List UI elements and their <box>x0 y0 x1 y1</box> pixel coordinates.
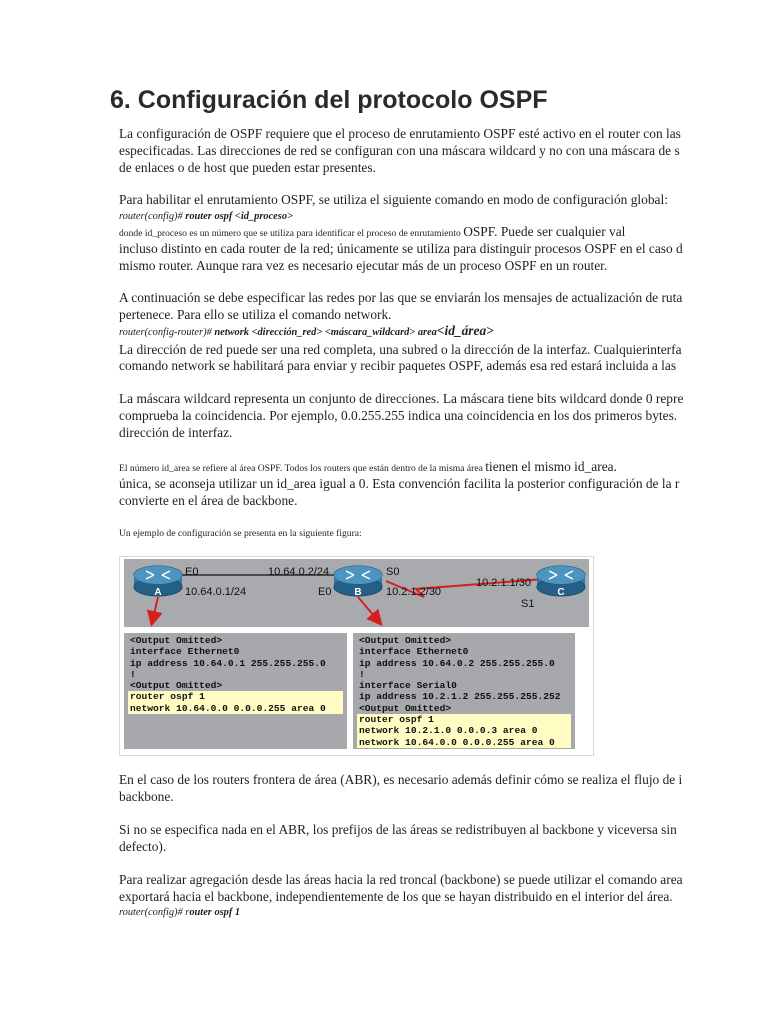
config-line: ip address 10.2.1.2 255.255.255.252 <box>359 691 561 703</box>
paragraph-aggregation-line: exportará hacia el backbone, independientemente de los que se hayan distribuido en el interior del área. <box>119 889 673 904</box>
paragraph-network-address-line: comando network se habilitará para enviar y recibir paquetes OSPF, además esa red estará incluida a las <box>119 358 677 373</box>
command-text: network <dirección_red> <máscara_wildcard> area <box>214 327 437 338</box>
label-e0-b: E0 <box>318 586 332 598</box>
command-prompt: router(config-router)# <box>119 327 215 338</box>
paragraph-enable-ospf: Para habilitar el enrutamiento OSPF, se utiliza el siguiente comando en modo de configuración global: <box>119 192 668 207</box>
config-line-highlighted: network 10.2.1.0 0.0.0.3 area 0 <box>357 725 571 736</box>
paragraph-wildcard-line: La máscara wildcard representa un conjunto de direcciones. La máscara tiene bits wildcard donde 0 repre <box>119 391 684 406</box>
paragraph-networks-line: pertenece. Para ello se utiliza el comando network. <box>119 307 392 322</box>
config-line-highlighted: network 10.64.0.0 0.0.0.255 area 0 <box>128 703 343 714</box>
router-label-c: C <box>557 587 565 598</box>
config-line: <Output Omitted> <box>359 702 452 714</box>
command-area-param: <id_área> <box>436 323 494 338</box>
command-prompt: router(config)# r <box>119 907 190 918</box>
router-label-a: A <box>154 587 162 598</box>
paragraph-area-id <box>119 459 617 477</box>
config-line: ! <box>130 668 136 680</box>
paragraph-area-id-line: única, se aconseja utilizar un id_area igual a 0. Esta convención facilita la posterior configuración de la r <box>119 476 680 491</box>
arrow-b-icon <box>358 597 380 623</box>
paragraph-wildcard-line: dirección de interfaz. <box>119 425 233 440</box>
command-router-ospf <box>119 209 293 225</box>
paragraph-intro-line: especificadas. Las direcciones de red se configuran con una máscara wildcard y no con una máscara de s <box>119 143 680 158</box>
paragraph-networks-line: A continuación se debe especificar las redes por las que se enviarán los mensajes de actualización de ruta <box>119 290 683 305</box>
paragraph-network-address-line: La dirección de red puede ser una red completa, una subred o la dirección de la interfaz. Cualquierinterfa <box>119 342 682 357</box>
paragraph-wildcard-line: comprueba la coincidencia. Por ejemplo, 0.0.255.255 indica una coincidencia en los dos primeros bytes. <box>119 408 678 423</box>
small-text: El número id_area se refiere al área OSPF. Todos los routers que están dentro de la misma área <box>119 463 486 474</box>
small-text: donde id_proceso es un número que se utiliza para identificar el proceso de enrutamiento <box>119 228 464 239</box>
config-line: ip address 10.64.0.1 255.255.255.0 <box>130 657 326 669</box>
paragraph-redistribution-line: Si no se especifica nada en el ABR, los prefijos de las áreas se redistribuyen al backbone y viceversa sin <box>119 822 677 837</box>
config-router-a <box>124 633 347 749</box>
config-line: ! <box>359 668 365 680</box>
paragraph-process-id <box>119 224 625 242</box>
config-router-b <box>353 633 575 749</box>
config-line: <Output Omitted> <box>130 635 223 646</box>
router-label-b: B <box>354 587 362 598</box>
label-net3: 10.2.1.1/30 <box>476 577 532 589</box>
config-line: <Output Omitted> <box>130 680 223 692</box>
config-line: interface Ethernet0 <box>130 646 240 658</box>
label-net1: 10.64.0.2/24 <box>268 566 330 578</box>
paragraph-abr-line: En el caso de los routers frontera de área (ABR), es necesario además definir cómo se realiza el flujo de i <box>119 772 683 787</box>
config-line: interface Ethernet0 <box>359 646 469 658</box>
config-line: ip address 10.64.0.2 255.255.255.0 <box>359 657 555 669</box>
paragraph-process-id-line: incluso distinto en cada router de la red; únicamente se utiliza para distinguir procesos OSPF en el caso d <box>119 241 683 256</box>
text: OSPF. Puede ser cualquier val <box>463 224 626 239</box>
ospf-config-figure <box>119 556 594 756</box>
paragraph-intro-line: La configuración de OSPF requiere que el proceso de enrutamiento OSPF esté activo en el router con las <box>119 126 681 141</box>
section-title: 6. Configuración del protocolo OSPF <box>110 86 548 114</box>
paragraph-redistribution-line: defecto). <box>119 839 167 854</box>
network-topology <box>124 559 589 627</box>
label-s0: S0 <box>386 566 400 578</box>
text: tienen el mismo id_area. <box>485 459 617 474</box>
arrow-a-icon <box>152 597 158 623</box>
config-line-highlighted: router ospf 1 <box>357 714 571 725</box>
paragraph-abr-line: backbone. <box>119 789 174 804</box>
config-line: interface Serial0 <box>359 680 457 692</box>
command-network <box>119 323 494 341</box>
label-ip-a: 10.64.0.1/24 <box>185 586 247 598</box>
command-prompt: router(config)# <box>119 211 186 222</box>
paragraph-aggregation-line: Para realizar agregación desde las áreas hacia la red troncal (backbone) se puede utilizar el comando area <box>119 872 683 887</box>
label-net2: 10.2.1.2/30 <box>386 586 442 598</box>
topology-diagram <box>124 559 589 627</box>
config-line: <Output Omitted> <box>359 635 452 646</box>
command-text: outer ospf 1 <box>189 907 241 918</box>
config-line-highlighted: network 10.64.0.0 0.0.0.255 area 0 <box>357 737 571 748</box>
paragraph-area-id-line: convierte en el área de backbone. <box>119 493 298 508</box>
label-e0-a: E0 <box>185 566 199 578</box>
figure-intro: Un ejemplo de configuración se presenta en la siguiente figura: <box>119 528 362 539</box>
label-s1: S1 <box>521 598 535 610</box>
command-text: router ospf <id_proceso> <box>185 211 293 222</box>
paragraph-intro-line: de enlaces o de host que pueden estar presentes. <box>119 160 376 175</box>
paragraph-process-id-line: mismo router. Aunque rara vez es necesario ejecutar más de un proceso OSPF en un router. <box>119 258 608 273</box>
command-router-ospf-1 <box>119 905 240 921</box>
config-line-highlighted: router ospf 1 <box>128 691 343 702</box>
